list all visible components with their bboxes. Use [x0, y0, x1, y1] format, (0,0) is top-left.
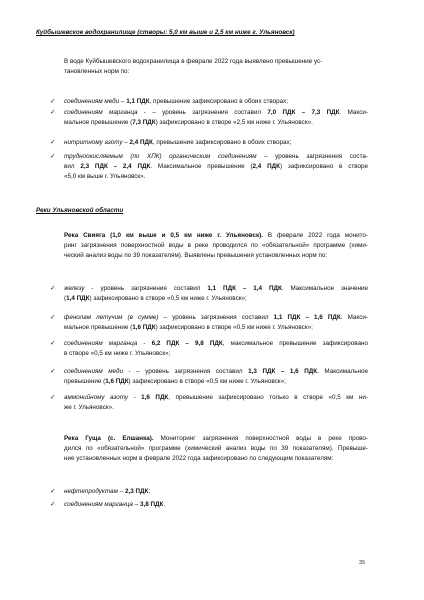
- pdk-value: 2,4 ПДК: [252, 163, 280, 171]
- list-item-manganese-gusha: ✓ соединениям марганца – 3,8 ПДК.: [50, 500, 368, 510]
- checkmark-icon: ✓: [50, 340, 56, 347]
- checkmark-icon: ✓: [50, 368, 56, 375]
- list-item-copper-sviyaga: ✓ соединениям меди - – уровень загрязнения составил 1,3 ПДК – 1,6 ПДК. Максимальное превышение (1,6 ПДК) зафиксировано в створе «0,5 км ниже г. Ульяновск»;: [50, 368, 369, 386]
- list-item-iron: ✓ железу - уровень загрязнения составил 1,1 ПДК – 1,4 ПДК. Максимальное значение (1,4 ПДК) зафиксировано в створе «0,5 км ниже г. Ульяновск»;: [50, 285, 369, 303]
- checkmark-icon: ✓: [50, 488, 56, 495]
- checkmark-icon: ✓: [50, 501, 56, 508]
- pdk-value: 1,1 ПДК – 1,6 ПДК: [273, 314, 341, 321]
- list-item-phenols: ✓ фенолам летучим (в сумме) – уровень загрязнения составил 1,1 ПДК – 1,6 ПДК. Макси- мальное превышение (1,6 ПДК) зафиксировано в створе «0,5 км ниже г. Ульяновск»;: [50, 314, 369, 332]
- checkmark-icon: ✓: [50, 98, 56, 105]
- pdk-value: 2,3 ПДК – 2,4 ПДК: [80, 163, 151, 171]
- checkmark-icon: ✓: [50, 153, 56, 160]
- pdk-value: 2,3 ПДК: [125, 488, 149, 495]
- text-line: ние установленных норм в феврале 2022 года зафиксировано по следующим показателям:: [64, 455, 334, 463]
- pdk-value: 1,4 ПДК: [66, 295, 90, 303]
- section-heading-kuibyshev: Куйбышевское водохранилище (створы: 5,0 км выше и 2,5 км ниже г. Ульяновск): [36, 29, 295, 36]
- text-line: же г. Ульяновск».: [64, 404, 114, 412]
- river-name: Река Свияга (1,0 км выше и 0,5 км ниже г. Ульяновск).: [64, 232, 263, 239]
- text-line: в створе «0,5 км ниже г. Ульяновск»;: [64, 350, 171, 358]
- list-item-ammonium: ✓ аммонийному азоту - 1,6 ПДК, превышение зафиксировано только в створе «0,5 км ни- же г. Ульяновск».: [50, 393, 368, 413]
- substance-name: соединениям меди: [64, 98, 120, 105]
- substance-name: соединениям марганца: [64, 340, 138, 347]
- substance-name: фенолам летучим (в сумме): [64, 314, 159, 321]
- substance-name: соединениям меди: [64, 368, 123, 375]
- substance-name: железу: [64, 285, 85, 292]
- substance-name: трудноокисляемым (по ХПК) органическим соединениям: [64, 153, 257, 160]
- pdk-value: 1,6 ПДК: [132, 324, 156, 332]
- substance-name: соединениям марганца: [64, 501, 133, 508]
- checkmark-icon: ✓: [50, 139, 56, 146]
- checkmark-icon: ✓: [50, 394, 56, 401]
- sviyaga-intro-paragraph: Река Свияга (1,0 км выше и 0,5 км ниже г. Ульяновск). В феврале 2022 года монито- ринг загрязнения поверхностной воды в реке проводился по «обязательной» программе (хими- ческий анализ воды по 39 показателям). Выявлены превышения установленных норм по:: [50, 231, 368, 262]
- list-item-manganese: ✓ соединениям марганца - – уровень загрязнения составил 7,0 ПДК – 7,3 ПДК. Макси- мальное превышение (7,3 ПДК) зафиксировано в створе «2,5 км ниже г. Ульяновск».: [50, 109, 369, 127]
- checkmark-icon: ✓: [50, 285, 56, 292]
- list-item-manganese-sviyaga: ✓ соединениям марганца - 6,2 ПДК – 9,8 ПДК, максимальное превышение зафиксировано в створе «0,5 км ниже г. Ульяновск»;: [50, 339, 368, 359]
- list-item-nitrite: ✓ нитритному азоту – 2,4 ПДК, превышение зафиксировано в обоих створах;: [50, 138, 368, 148]
- pdk-value: 7,0 ПДК – 7,3 ПДК: [267, 109, 340, 116]
- kuibyshev-intro-paragraph: [50, 57, 368, 77]
- pdk-value: 3,8 ПДК: [139, 501, 164, 508]
- list-item-cod: ✓ трудноокисляемым (по ХПК) органическим соединениям – уровень загрязнения соста- вил 2,3 ПДК – 2,4 ПДК. Максимальное превышение (2,4 ПДК) зафиксировано в створе «5,0 км выше г. Ульяновск».: [50, 152, 368, 183]
- checkmark-icon: ✓: [50, 109, 56, 116]
- text-line: ческий анализ воды по 39 показателям). Выявлены превышения установленных норм по:: [64, 252, 328, 260]
- section-heading-ulyanovsk-rivers: Реки Ульяновской области: [36, 207, 124, 214]
- substance-name: нитритному азоту: [64, 139, 123, 146]
- pdk-value: 1,1 ПДК: [126, 98, 150, 105]
- pdk-value: 1,6 ПДК: [105, 378, 129, 386]
- river-name: Река Гуща (с. Елшанка).: [64, 435, 154, 442]
- substance-name: аммонийному азоту: [64, 394, 128, 401]
- pdk-value: 1,1 ПДК – 1,4 ПДК: [207, 285, 282, 292]
- text-line: ринг загрязнения поверхностной воды в реке проводился по «обязательной» программе (хими-: [64, 242, 368, 250]
- text-line: тановленных норм по:: [64, 68, 130, 76]
- pdk-value: 1,6 ПДК: [141, 394, 169, 401]
- page-number: 35: [359, 560, 366, 566]
- text-line: дился по «обязательной» программе (химический анализ воды по 39 показателям). Превыше-: [64, 445, 368, 453]
- checkmark-icon: ✓: [50, 314, 56, 321]
- list-item-copper: ✓ соединениям меди – 1,1 ПДК, превышение зафиксировано в обоих створах;: [50, 97, 368, 107]
- pdk-value: 1,3 ПДК – 1,6 ПДК: [248, 368, 318, 375]
- list-item-oil-products: ✓ нефтепродуктам – 2,3 ПДК;: [50, 487, 368, 497]
- text-line: «5,0 км выше г. Ульяновск».: [64, 173, 146, 181]
- pdk-value: 7,3 ПДК: [132, 119, 156, 127]
- substance-name: нефтепродуктам: [64, 488, 118, 495]
- text-line: В воде Куйбышевского водохранилища в феврале 2022 года выявлено превышение ус-: [64, 58, 323, 65]
- pdk-value: 2,4 ПДК: [129, 139, 153, 146]
- gusha-intro-paragraph: Река Гуща (с. Елшанка). Мониторинг загрязнения поверхностной воды в реке прово- дился по «обязательной» программе (химический анализ воды по 39 показателям). Превыше- ние установленных норм в феврале 2022 года зафиксировано по следующим показателям:: [50, 434, 368, 465]
- pdk-value: 6,2 ПДК – 9,8 ПДК: [151, 340, 223, 347]
- substance-name: соединениям марганца: [64, 109, 138, 116]
